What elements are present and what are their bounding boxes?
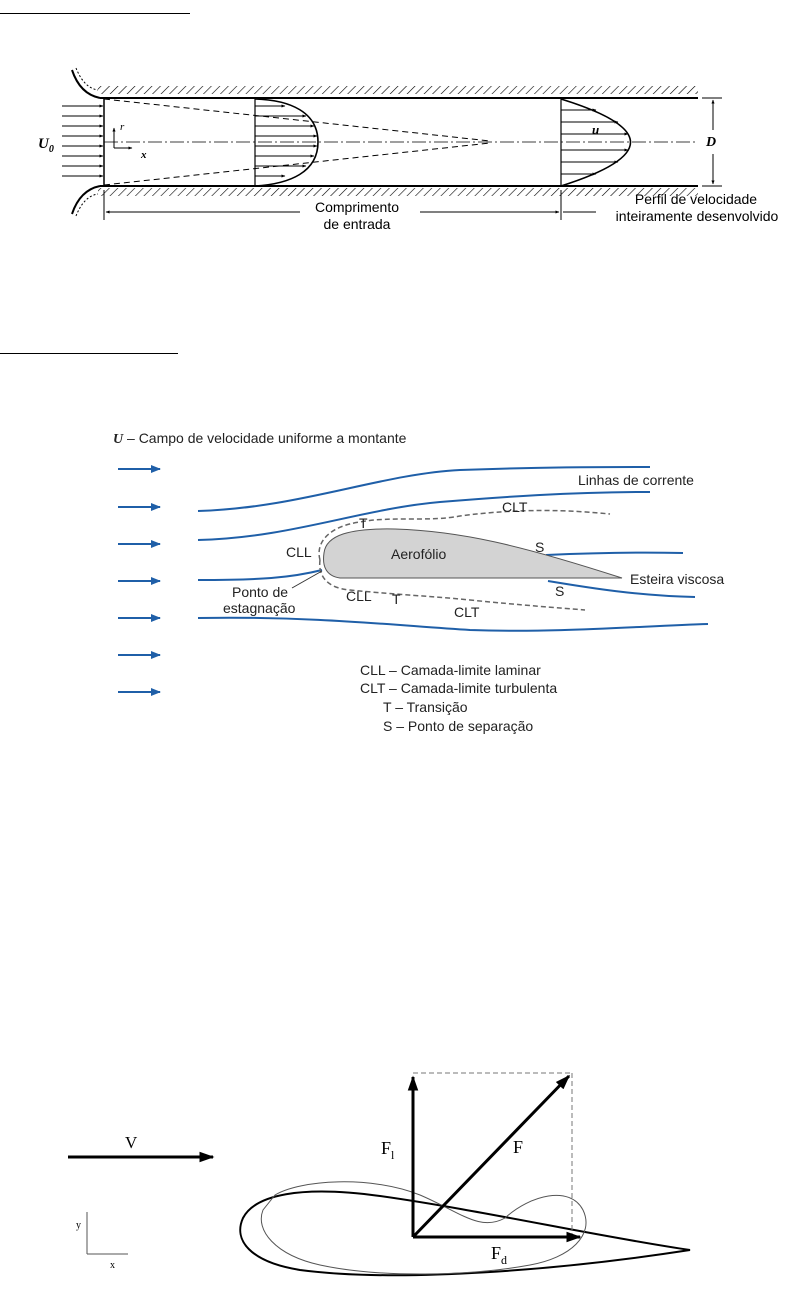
stagnation-label-line1: Ponto de <box>232 584 289 600</box>
lift-force-label: $F_l$ <box>381 1138 395 1162</box>
upper-transition-label: T <box>359 515 368 531</box>
developed-profile-label-line2: inteiramente desenvolvido <box>615 208 779 224</box>
streamlines-label: Linhas de corrente <box>578 472 694 488</box>
airfoil-label: Aerofólio <box>391 546 447 562</box>
legend-item-cll: CLL – Camada-limite laminar <box>360 662 541 678</box>
small-axes <box>87 1212 128 1254</box>
inlet-uniform-profile <box>62 99 104 186</box>
pipe-upper-wall <box>72 68 698 98</box>
freestream-velocity-label: V <box>125 1133 138 1152</box>
x-axis-label: x <box>141 149 147 161</box>
airfoil-legend <box>360 662 557 734</box>
r-axis-label: r <box>120 121 125 133</box>
force-diagram <box>68 1073 690 1275</box>
inlet-velocity-symbol: $U_0$ <box>38 136 54 155</box>
entrance-length-label-line2: de entrada <box>323 216 391 232</box>
developing-velocity-profile <box>255 99 318 186</box>
diameter-label: D <box>706 135 717 150</box>
pipe-flow-diagram <box>38 68 779 232</box>
upper-separation-label: S <box>535 539 545 555</box>
resultant-force-arrow <box>413 1076 569 1237</box>
upstream-velocity-caption: U – Campo de velocidade uniforme a montante <box>113 430 407 447</box>
developed-profile-label-line1: Perfil de velocidade <box>634 191 758 207</box>
upper-clt-label: CLT <box>502 499 528 515</box>
airfoil-flow-diagram <box>113 430 724 734</box>
lower-clt-label: CLT <box>454 604 480 620</box>
lower-transition-label: T <box>392 591 401 607</box>
entrance-length-label-line1: Comprimento <box>314 199 400 215</box>
lower-cll-label: CLL <box>346 588 372 604</box>
legend-item-clt: CLT – Camada-limite turbulenta <box>360 680 558 696</box>
viscous-wake-label: Esteira viscosa <box>630 571 725 587</box>
legend-item-s: S – Ponto de separação <box>383 718 534 734</box>
lower-separation-label: S <box>555 583 565 599</box>
stagnation-label-line2: estagnação <box>223 600 296 616</box>
drag-force-label: $F_d$ <box>491 1243 508 1267</box>
small-x-axis-label: x <box>110 1260 115 1271</box>
cll-left-label: CLL <box>286 544 312 560</box>
body-thick-outline <box>240 1192 690 1276</box>
developed-velocity-profile <box>561 99 631 186</box>
resultant-force-label: F <box>513 1137 524 1157</box>
uniform-inflow-arrows <box>118 469 160 692</box>
small-y-axis-label: y <box>76 1220 81 1231</box>
local-velocity-label: u <box>592 122 600 137</box>
legend-item-t: T – Transição <box>383 699 468 715</box>
